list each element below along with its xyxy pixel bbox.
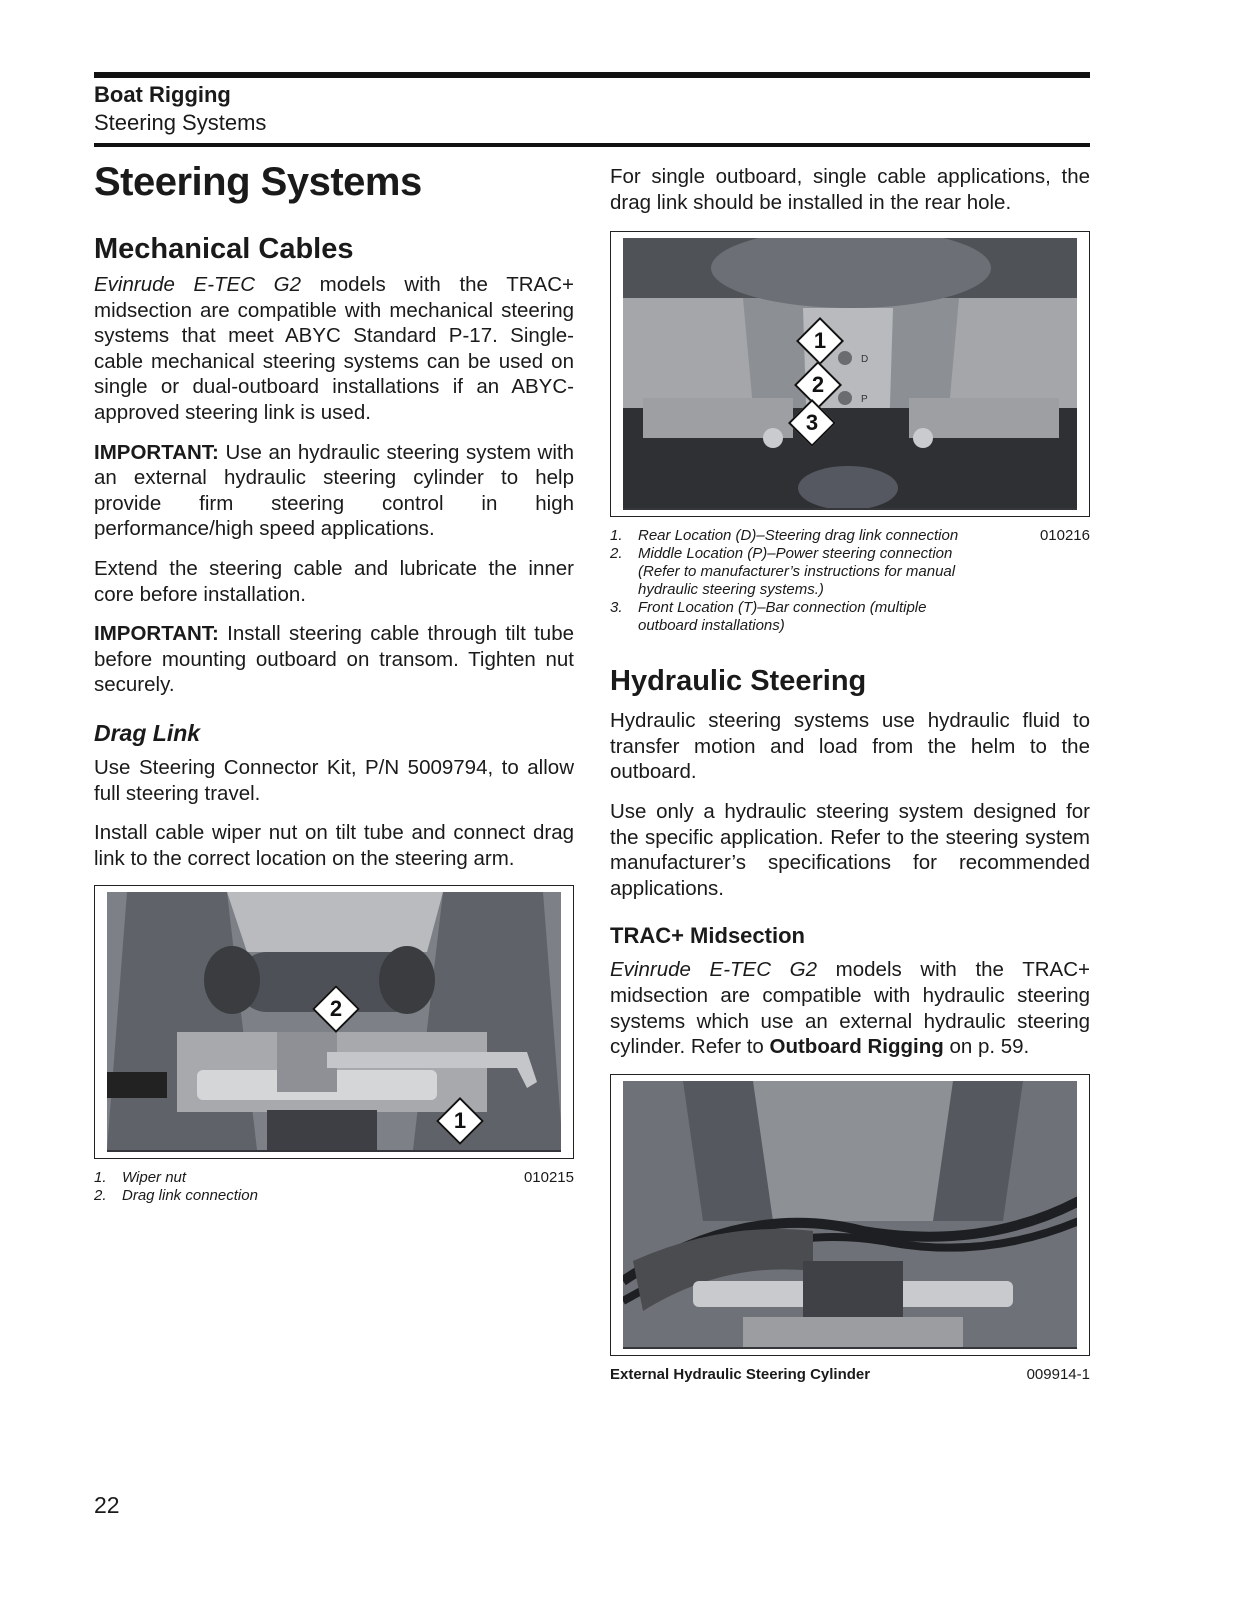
heading-trac-midsection: TRAC+ Midsection bbox=[610, 923, 805, 949]
figure2-code: 010216 bbox=[1039, 527, 1090, 545]
figure2-caption bbox=[610, 527, 1090, 635]
callout-1: 1 bbox=[436, 1097, 484, 1145]
caption-item: 2. Middle Location (P)–Power steering connection (Refer to manufacturer’s instructions for manual hydraulic steering systems.) bbox=[610, 545, 956, 599]
link-outboard-rigging[interactable]: Outboard Rigging bbox=[769, 1035, 944, 1059]
paragraph-connector-kit: Use Steering Connector Kit, P/N 5009794, to allow full steering travel. bbox=[94, 755, 574, 805]
figure-drag-link-photo bbox=[94, 885, 574, 1159]
heading-drag-link: Drag Link bbox=[94, 719, 201, 746]
callout-1: 1 bbox=[796, 317, 844, 365]
figure1-caption bbox=[94, 1169, 574, 1205]
figure1-code: 010215 bbox=[523, 1169, 574, 1187]
steering-arm-illustration bbox=[623, 238, 1077, 510]
heading-mechanical-cables: Mechanical Cables bbox=[94, 233, 354, 265]
steering-arm-drawing bbox=[623, 238, 1077, 508]
figure3-caption bbox=[610, 1366, 1090, 1384]
hole-label-d: D bbox=[861, 354, 869, 366]
paragraph-hydraulic-fluid: Hydraulic steering systems use hydraulic fluid to transfer motion and load from the helm to the outboard. bbox=[610, 709, 1090, 784]
header-rule-bottom bbox=[94, 143, 1090, 147]
callout-3: 3 bbox=[788, 399, 836, 447]
caption-item: 1. Rear Location (D)–Steering drag link connection bbox=[610, 527, 959, 545]
paragraph-lubricate: Extend the steering cable and lubricate the inner core before installation. bbox=[94, 556, 574, 606]
paragraph-hydraulic-specific: Use only a hydraulic steering system designed for the specific application. Refer to the steering system manufacturer’s specifications for recommended applications. bbox=[610, 799, 1090, 900]
figure3-title: External Hydraulic Steering Cylinder bbox=[610, 1365, 871, 1383]
callout-2: 2 bbox=[312, 985, 360, 1033]
caption-item: 3. Front Location (T)–Bar connection (multiple outboard installations) bbox=[610, 599, 927, 635]
important-note-tilt-tube: IMPORTANT: Install steering cable through tilt tube before mounting outboard on transom. Tighten nut securely. bbox=[94, 622, 574, 697]
caption-item: 2. Drag link connection bbox=[94, 1187, 258, 1205]
hydraulic-cylinder-illustration bbox=[623, 1081, 1077, 1349]
page-title: Steering Systems bbox=[94, 160, 422, 204]
figure-hydraulic-cylinder-photo bbox=[610, 1074, 1090, 1356]
drag-link-illustration bbox=[107, 892, 561, 1152]
important-note-hydraulic: IMPORTANT: Use an hydraulic steering system with an external hydraulic steering cylinder to help provide firm steering control in high performance/high speed applications. bbox=[94, 440, 574, 541]
header-rule-top bbox=[94, 72, 1090, 78]
paragraph-rear-hole: For single outboard, single cable applications, the drag link should be installed in the rear hole. bbox=[610, 165, 1090, 214]
caption-item: 1. Wiper nut bbox=[94, 1169, 187, 1187]
paragraph-trac-compatible: Evinrude E-TEC G2 models with the TRAC+ midsection are compatible with hydraulic steering systems which use an external hydraulic steering cylinder. Refer to Outboard Rigging on p. 59. bbox=[610, 958, 1090, 1059]
running-header-section: Boat Rigging bbox=[94, 82, 231, 107]
paragraph-mechanical-intro: Evinrude E-TEC G2 models with the TRAC+ midsection are compatible with mechanical steering systems that meet ABYC Standard P-17. Single-cable mechanical steering systems can be used on single or dual-outboard installations if an ABYC-approved steering link is used. bbox=[94, 273, 574, 424]
heading-hydraulic-steering: Hydraulic Steering bbox=[610, 665, 867, 698]
paragraph-wiper-nut: Install cable wiper nut on tilt tube and connect drag link to the correct location on the steering arm. bbox=[94, 821, 574, 870]
left-column bbox=[94, 160, 574, 1205]
hole-label-p: P bbox=[861, 394, 868, 406]
figure3-code: 009914-1 bbox=[1026, 1365, 1090, 1383]
figure-steering-arm-photo bbox=[610, 231, 1090, 517]
running-header-subsection: Steering Systems bbox=[94, 110, 267, 135]
right-column bbox=[610, 164, 1090, 1384]
hydraulic-cylinder-drawing bbox=[623, 1081, 1077, 1347]
callout-2: 2 bbox=[794, 361, 842, 409]
page-number: 22 bbox=[94, 1492, 120, 1518]
